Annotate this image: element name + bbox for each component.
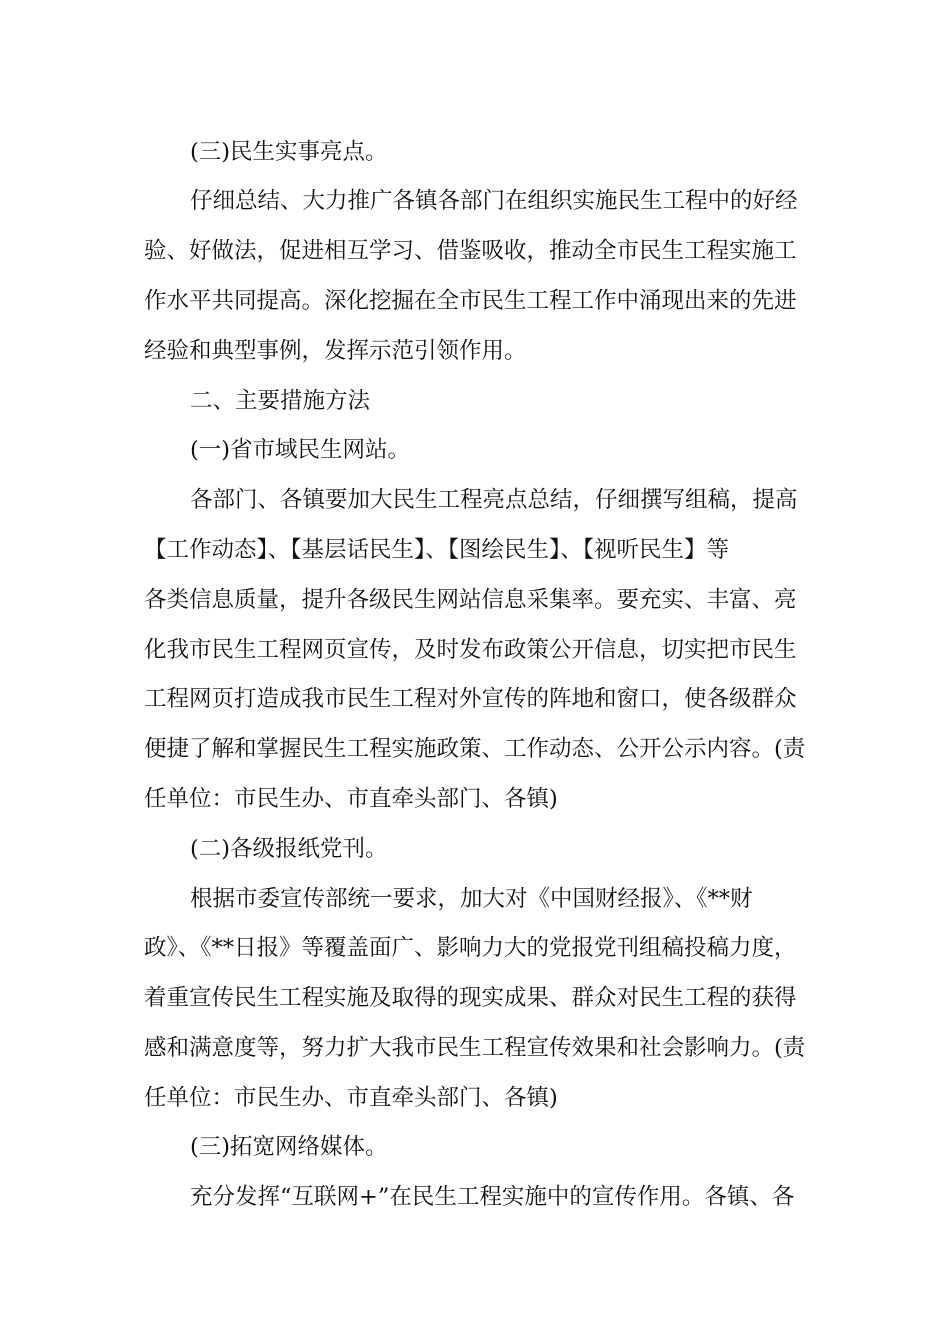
paragraph-line: 经验和典型事例，发挥示范引领作用。 (144, 338, 527, 364)
paragraph-line: 仔细总结、大力推广各镇各部门在组织实施民生工程中的好经 (190, 188, 798, 214)
paragraph-line: 政》、《**日报》等覆盖面广、影响力大的党报党刊组稿投稿力度， (144, 935, 797, 961)
paragraph-line: 作水平共同提高。深化挖掘在全市民生工程工作中涌现出来的先进 (144, 288, 797, 314)
paragraph-line: 根据市委宣传部统一要求，加大对《中国财经报》、《**财 (190, 886, 753, 912)
paragraph-line: 着重宣传民生工程实施及取得的现实成果、群众对民生工程的获得 (144, 985, 797, 1011)
section-heading-2-measures: 二、主要措施方法 (190, 388, 371, 414)
paragraph-line: 感和满意度等，努力扩大我市民生工程宣传效果和社会影响力。(责 (144, 1035, 806, 1061)
subsection-heading-3-online-media: (三)拓宽网络媒体。 (190, 1134, 388, 1160)
paragraph-line: 任单位：市民生办、市直牵头部门、各镇) (144, 1085, 558, 1111)
subsection-heading-2-newspapers: (二)各级报纸党刊。 (190, 836, 388, 862)
paragraph-line: 任单位：市民生办、市直牵头部门、各镇) (144, 786, 558, 812)
paragraph-line: 各类信息质量，提升各级民生网站信息采集率。要充实、丰富、亮 (144, 587, 797, 613)
paragraph-line: 各部门、各镇要加大民生工程亮点总结，仔细撰写组稿，提高 (190, 487, 798, 513)
section-heading-3-highlights: (三)民生实事亮点。 (190, 139, 388, 165)
paragraph-line: 化我市民生工程网页宣传，及时发布政策公开信息，切实把市民生 (144, 637, 797, 663)
paragraph-line: 工程网页打造成我市民生工程对外宣传的阵地和窗口，使各级群众 (144, 686, 797, 712)
paragraph-line: 验、好做法，促进相互学习、借鉴吸收，推动全市民生工程实施工 (144, 238, 797, 264)
subsection-heading-1-websites: (一)省市域民生网站。 (190, 437, 411, 463)
paragraph-line: 【工作动态】、【基层话民生】、【图绘民生】、【视听民生】等 (144, 537, 730, 563)
paragraph-line: 充分发挥“互联网+”在民生工程实施中的宣传作用。各镇、各 (190, 1184, 795, 1210)
paragraph-line: 便捷了解和掌握民生工程实施政策、工作动态、公开公示内容。(责 (144, 736, 806, 762)
